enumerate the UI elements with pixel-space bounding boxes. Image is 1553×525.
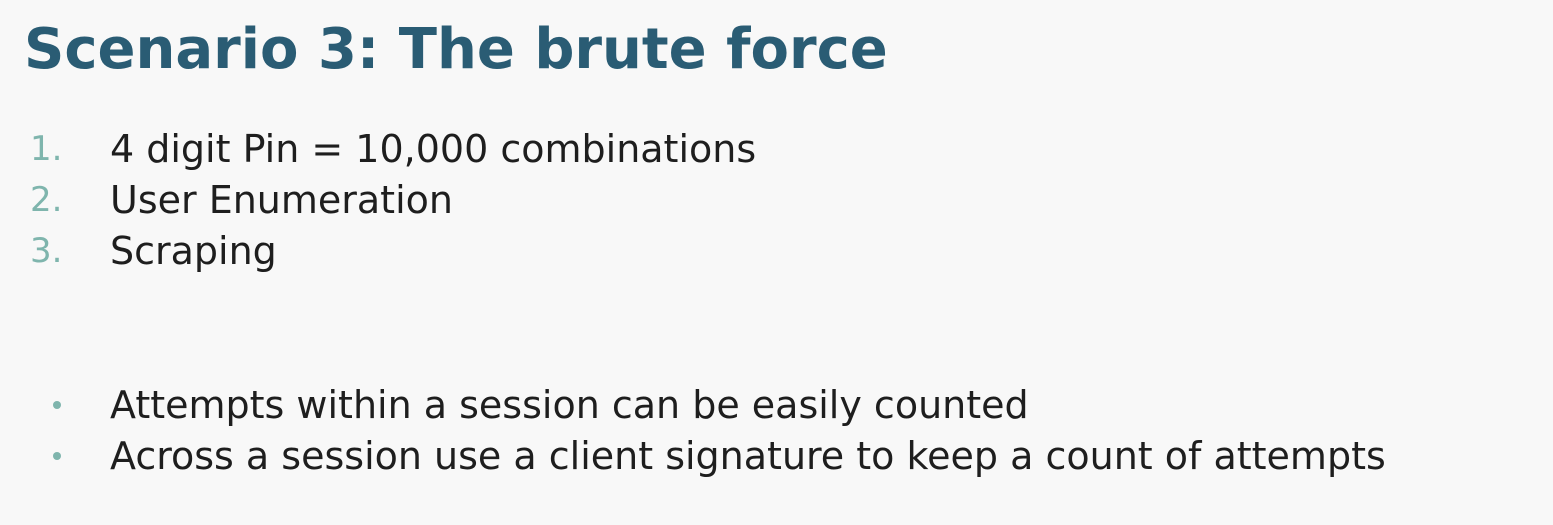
list-item-text: 4 digit Pin = 10,000 combinations <box>110 127 757 171</box>
bullet-dot-icon <box>53 452 61 460</box>
list-item-text: User Enumeration <box>110 178 453 222</box>
list-number: 3. <box>30 231 63 271</box>
slide-title: Scenario 3: The brute force <box>24 17 888 82</box>
bullet-item-text: Attempts within a session can be easily counted <box>110 383 1029 427</box>
list-item-text: Scraping <box>110 229 277 273</box>
bullet-dot-icon <box>53 401 61 409</box>
list-number: 2. <box>30 180 63 220</box>
list-number: 1. <box>30 129 63 169</box>
bullet-item-text: Across a session use a client signature to keep a count of attempts <box>110 434 1386 478</box>
